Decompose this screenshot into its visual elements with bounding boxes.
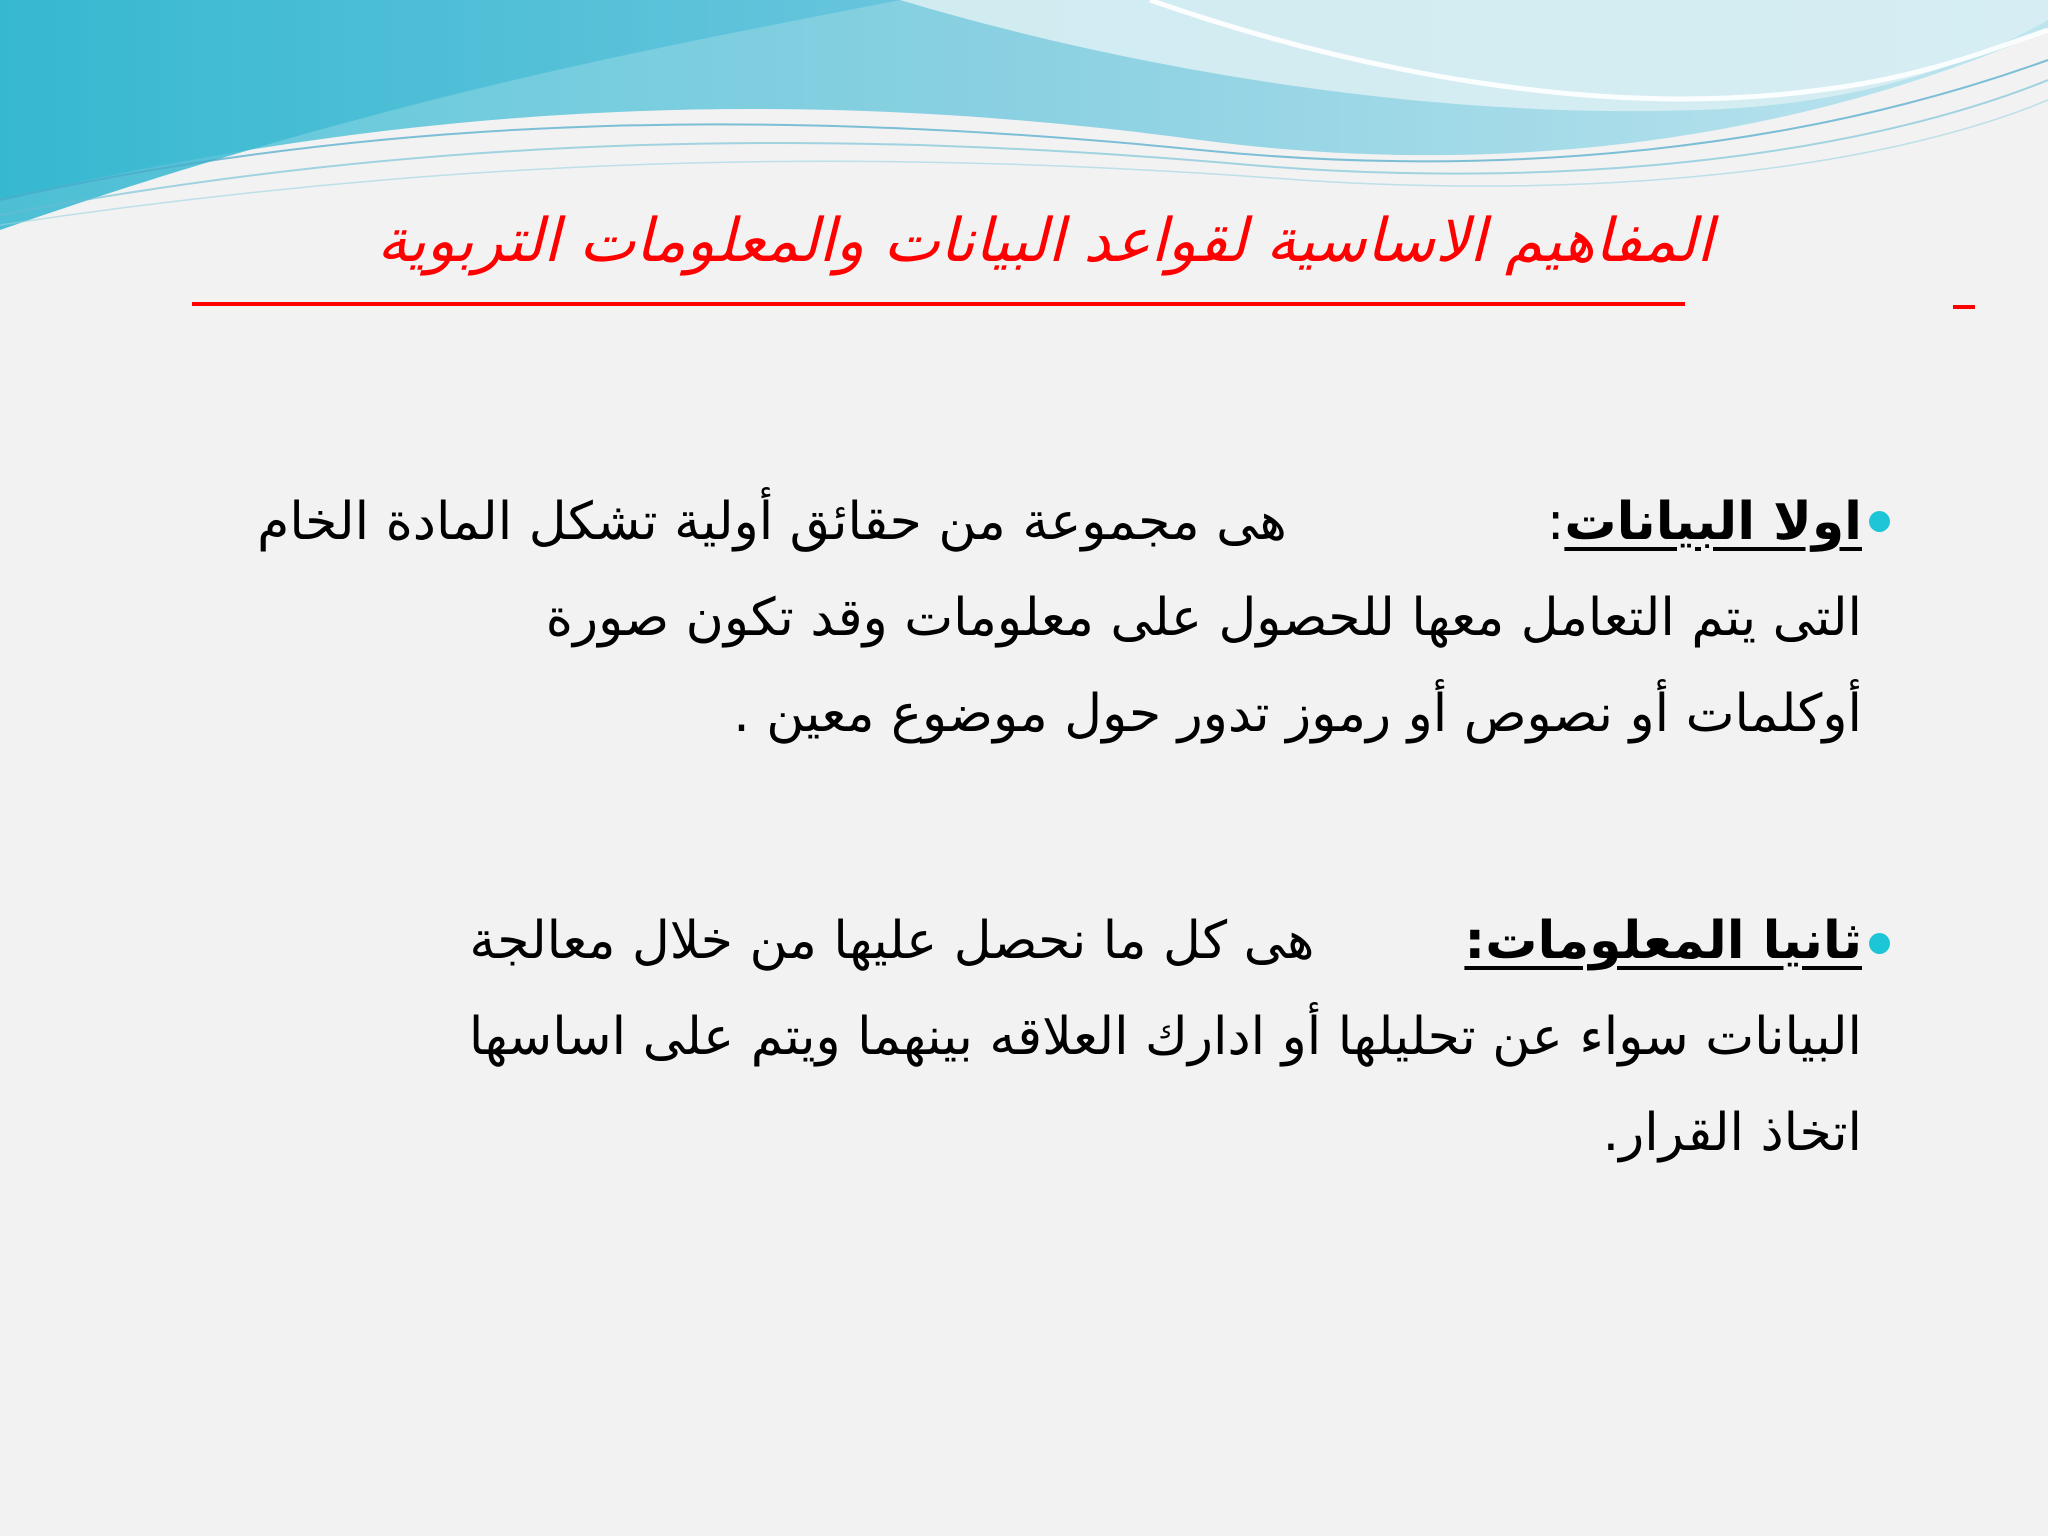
slide-title: المفاهيم الاساسية لقواعد البيانات والمعلومات التربوية (377, 206, 1713, 276)
title-underline (192, 302, 1685, 306)
term-colon: : (1546, 492, 1565, 552)
bullet-dot (1869, 933, 1890, 954)
definition-text: هى مجموعة من حقائق أولية تشكل المادة الخام (257, 492, 1287, 552)
bullet-data-definition (102, 474, 1862, 762)
bullet-information-definition (102, 893, 1862, 1181)
bullet-line: اتخاذ القرار. (1602, 1103, 1862, 1163)
bullet-line: التى يتم التعامل معها للحصول على معلومات وقد تكون صورة (545, 588, 1862, 648)
bullet-line: البيانات سواء عن تحليلها أو ادارك العلاقه بينهما ويتم على اساسها (468, 1007, 1862, 1067)
title-dash-mark (1953, 305, 1975, 309)
bullet-line: أوكلمات أو نصوص أو رموز تدور حول موضوع معين . (733, 684, 1862, 744)
bullet-line (102, 893, 1862, 989)
term-data: اولا البيانات (1564, 492, 1862, 552)
bullet-line (102, 474, 1862, 570)
definition-text: هى كل ما نحصل عليها من خلال معالجة (469, 911, 1315, 971)
bullet-dot (1869, 511, 1890, 532)
term-information: ثانيا المعلومات: (1464, 911, 1862, 971)
